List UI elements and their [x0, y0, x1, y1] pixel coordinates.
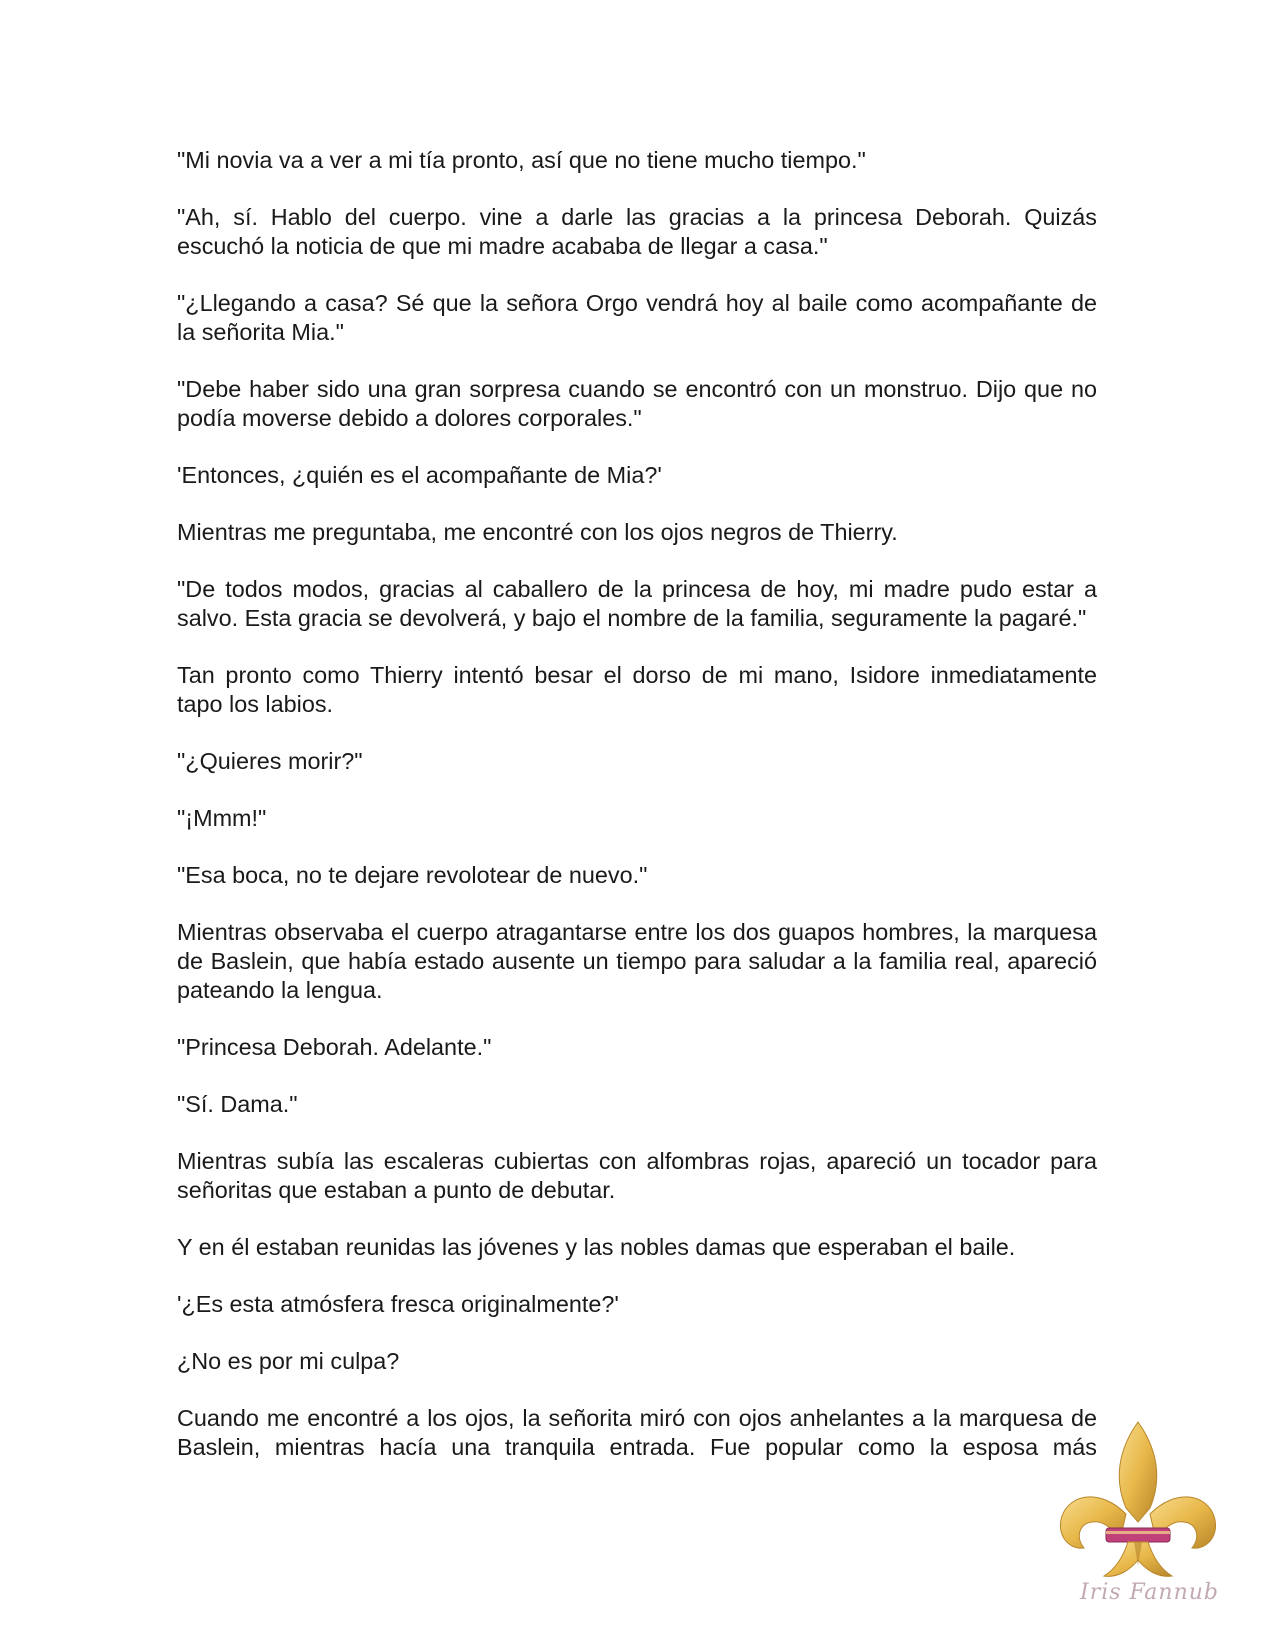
- paragraph: "Princesa Deborah. Adelante.": [177, 1034, 492, 1060]
- paragraph: Y en él estaban reunidas las jóvenes y las nobles damas que esperaban el baile.: [177, 1234, 1016, 1260]
- paragraph: 'Entonces, ¿quién es el acompañante de Mia?': [177, 462, 662, 488]
- paragraph: '¿Es esta atmósfera fresca originalmente?': [177, 1291, 619, 1317]
- paragraph: Mientras me preguntaba, me encontré con los ojos negros de Thierry.: [177, 519, 898, 545]
- paragraph: ¿No es por mi culpa?: [177, 1348, 400, 1374]
- paragraph: "Ah, sí. Hablo del cuerpo. vine a darle las gracias a la princesa Deborah. Quizás escuchó la noticia de que mi madre acababa de llegar a casa.": [177, 204, 1097, 259]
- body-text: [177, 146, 1097, 1490]
- paragraph: "De todos modos, gracias al caballero de la princesa de hoy, mi madre pudo estar a salvo. Esta gracia se devolverá, y bajo el nombre de la familia, seguramente la pagaré.": [177, 576, 1097, 631]
- paragraph: "¿Llegando a casa? Sé que la señora Orgo vendrá hoy al baile como acompañante de la señorita Mia.": [177, 290, 1097, 345]
- paragraph: "Sí. Dama.": [177, 1091, 298, 1117]
- paragraph: Tan pronto como Thierry intentó besar el dorso de mi mano, Isidore inmediatamente tapo los labios.: [177, 662, 1097, 717]
- paragraph: Mientras observaba el cuerpo atragantarse entre los dos guapos hombres, la marquesa de Baslein, que había estado ausente un tiempo para saludar a la familia real, apareció pateando la lengua.: [177, 919, 1097, 1003]
- paragraph: "¡Mmm!": [177, 805, 267, 831]
- watermark-signature: Iris Fannub: [1080, 1580, 1220, 1605]
- paragraph: "Esa boca, no te dejare revolotear de nuevo.": [177, 862, 648, 888]
- paragraph: Mientras subía las escaleras cubiertas con alfombras rojas, apareció un tocador para señoritas que estaban a punto de debutar.: [177, 1148, 1097, 1203]
- paragraph: Cuando me encontré a los ojos, la señorita miró con ojos anhelantes a la marquesa de Baslein, mientras hacía una tranquila entrada. Fue popular como la esposa más: [177, 1405, 1097, 1460]
- paragraph: "¿Quieres morir?": [177, 748, 363, 774]
- paragraph: "Mi novia va a ver a mi tía pronto, así que no tiene mucho tiempo.": [177, 147, 866, 173]
- paragraph: "Debe haber sido una gran sorpresa cuando se encontró con un monstruo. Dijo que no podía moverse debido a dolores corporales.": [177, 376, 1097, 431]
